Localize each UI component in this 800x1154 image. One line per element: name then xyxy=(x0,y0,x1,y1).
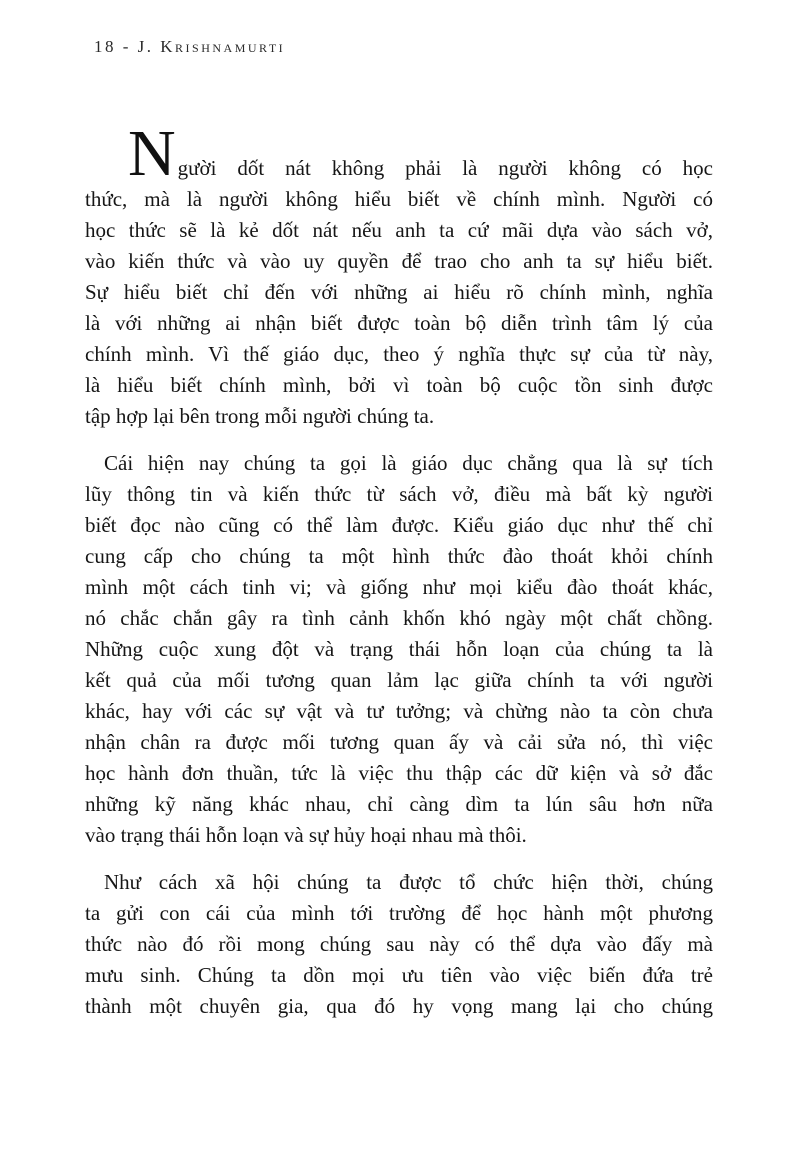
text-line: những kỹ năng khác nhau, chỉ càng dìm ta lún sâu hơn nữa xyxy=(85,792,713,816)
paragraph xyxy=(85,117,713,432)
text-line: Sự hiểu biết chỉ đến với những ai hiểu rõ chính mình, nghĩa xyxy=(85,280,713,304)
text-line: lũy thông tin và kiến thức từ sách vở, điều mà bất kỳ người xyxy=(85,482,713,506)
text-line: tập hợp lại bên trong mỗi người chúng ta. xyxy=(85,404,435,428)
text-line: ta gửi con cái của mình tới trường để học hành một phương xyxy=(85,901,713,925)
text-line: cung cấp cho chúng ta một hình thức đào thoát khỏi chính xyxy=(85,544,713,568)
page-body xyxy=(85,117,713,1022)
running-header: 18 - J. Krishnamurti xyxy=(94,37,286,56)
text-line: là hiểu biết chính mình, bởi vì toàn bộ cuộc tồn sinh được xyxy=(85,373,713,397)
paragraph xyxy=(85,448,713,851)
text-line: học hành đơn thuần, tức là việc thu thập các dữ kiện và sở đắc xyxy=(85,761,713,785)
text-line: mình một cách tinh vi; và giống như mọi kiểu đào thoát khác, xyxy=(85,575,713,599)
text-line: kết quả của mối tương quan lảm lạc giữa chính ta với người xyxy=(85,668,713,692)
text-line: Như cách xã hội chúng ta được tổ chức hiện thời, chúng xyxy=(104,870,713,894)
text-line: thức nào đó rồi mong chúng sau này có thể dựa vào đấy mà xyxy=(85,932,713,956)
text-line: khác, hay với các sự vật và tư tưởng; và chừng nào ta còn chưa xyxy=(85,699,713,723)
text-line: Cái hiện nay chúng ta gọi là giáo dục chẳng qua là sự tích xyxy=(104,451,713,475)
text-line: nó chắc chắn gây ra tình cảnh khốn khó ngày một chất chồng. xyxy=(85,606,713,630)
text-line: thành một chuyên gia, qua đó hy vọng mang lại cho chúng xyxy=(85,994,713,1018)
raised-initial-cap: N xyxy=(128,117,178,190)
text-line: biết đọc nào cũng có thể làm được. Kiểu giáo dục như thế chỉ xyxy=(85,513,713,537)
text-line: Những cuộc xung đột và trạng thái hỗn loạn của chúng ta là xyxy=(85,637,713,661)
text-line: học thức sẽ là kẻ dốt nát nếu anh ta cứ mãi dựa vào sách vở, xyxy=(85,218,713,242)
text-line: Người dốt nát không phải là người không có học xyxy=(128,117,713,190)
text-line: mưu sinh. Chúng ta dồn mọi ưu tiên vào việc biến đứa trẻ xyxy=(85,963,713,987)
text-line: chính mình. Vì thế giáo dục, theo ý nghĩa thực sự của từ này, xyxy=(85,342,713,366)
text-line: vào trạng thái hỗn loạn và sự hủy hoại nhau mà thôi. xyxy=(85,823,527,847)
text-line: nhận chân ra được mối tương quan ấy và cải sửa nó, thì việc xyxy=(85,730,713,754)
text-line: là với những ai nhận biết được toàn bộ diễn trình tâm lý của xyxy=(85,311,713,335)
text-line: thức, mà là người không hiểu biết về chính mình. Người có xyxy=(85,187,713,211)
paragraph xyxy=(85,867,713,1022)
text-line: vào kiến thức và vào uy quyền để trao cho anh ta sự hiểu biết. xyxy=(85,249,713,273)
